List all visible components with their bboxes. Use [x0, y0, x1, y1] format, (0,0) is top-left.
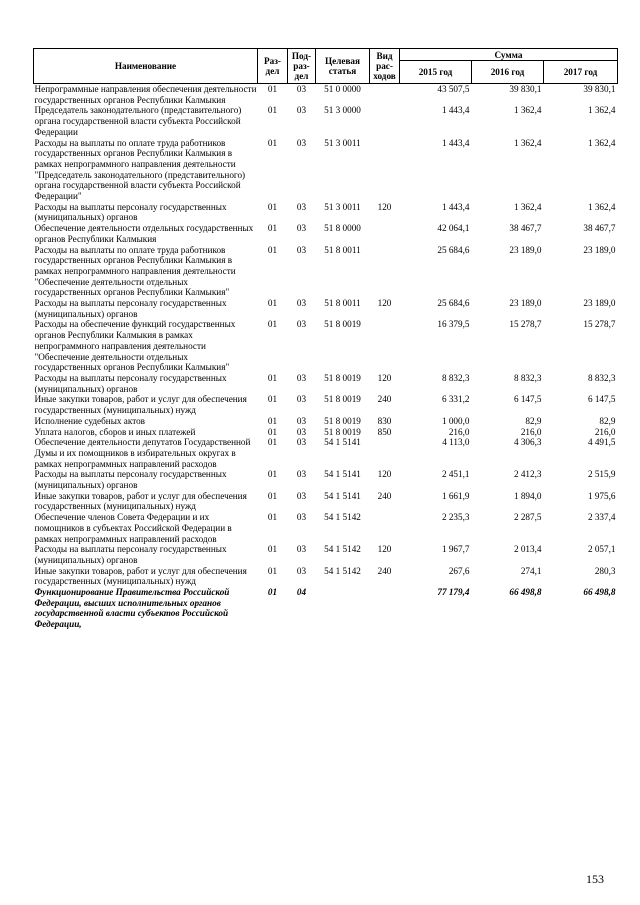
row-sum-2017: 2 057,1	[587, 544, 616, 555]
row-sum-2017: 216,0	[594, 426, 616, 437]
table-row	[34, 512, 618, 544]
row-name: Уплата налогов, сборов и иных платежей	[34, 426, 196, 437]
row-sum-2016: 1 362,4	[513, 137, 542, 148]
row-expense-type: 120	[377, 469, 392, 480]
row-expense-type	[370, 587, 400, 630]
row-sum-2017: 1 362,4	[587, 137, 616, 148]
row-sum-2016: 15 278,7	[509, 319, 542, 330]
row-subsection: 03	[296, 490, 307, 501]
row-sum-2016: 66 498,8	[509, 587, 542, 598]
row-expense-type	[370, 319, 400, 373]
row-section: 01	[267, 244, 278, 255]
row-sum-2015: 16 379,5	[437, 319, 470, 330]
table-row	[34, 245, 618, 299]
row-section: 01	[267, 544, 278, 555]
row-sum-2016: 23 189,0	[509, 298, 542, 309]
row-section: 01	[267, 426, 278, 437]
row-expense-type: 120	[377, 298, 392, 309]
row-subsection: 03	[296, 244, 307, 255]
row-target-article: 51 8 0000	[324, 223, 361, 234]
header-subsection: Под-раз-дел	[288, 49, 316, 84]
row-sum-2017: 82,9	[599, 415, 616, 426]
row-section: 01	[267, 105, 278, 116]
row-section: 01	[267, 319, 278, 330]
row-target-article: 51 8 0019	[324, 394, 361, 405]
row-sum-2015: 25 684,6	[437, 298, 470, 309]
row-target-article: 54 1 5142	[324, 512, 361, 523]
row-sum-2016: 6 147,5	[513, 394, 542, 405]
row-subsection: 03	[296, 223, 307, 234]
row-sum-2016: 2 412,3	[513, 469, 542, 480]
row-sum-2016: 8 832,3	[513, 372, 542, 383]
row-name: Обеспечение членов Совета Федерации и их помощников в субъектах Российской Федерации в рамках непрограммных направлений расходов	[34, 512, 232, 544]
row-name: Председатель законодательного (представительного) органа государственной власти субъекта Российской Федерации	[34, 105, 242, 137]
row-sum-2015: 1 000,0	[441, 415, 470, 426]
row-name: Функционирование Правительства Российской Федерации, высших исполнительных органов государственной власти субъектов Российской Федерации,	[34, 587, 230, 630]
row-name: Обеспечение деятельности отдельных государственных органов Республики Калмыкия	[34, 223, 254, 244]
row-sum-2017: 2 515,9	[587, 469, 616, 480]
row-name: Расходы на обеспечение функций государственных органов Республики Калмыкия в рамках непрограммного направления деятельности "Обеспечение деятельности отдельных государственных органов Республики Калмыкия"	[34, 319, 236, 373]
row-sum-2015: 8 832,3	[441, 372, 470, 383]
row-name: Непрограммные направления обеспечения деятельности государственных органов Республики Калмыкия	[34, 84, 257, 105]
table-body	[34, 84, 618, 630]
row-sum-2015: 1 443,4	[441, 201, 470, 212]
row-subsection: 03	[296, 319, 307, 330]
row-sum-2016: 38 467,7	[509, 223, 542, 234]
table-row	[34, 587, 618, 630]
row-target-article: 51 8 0011	[324, 244, 361, 255]
row-target-article: 54 1 5142	[324, 544, 361, 555]
table-row	[34, 544, 618, 565]
header-section: Раз-дел	[258, 49, 288, 84]
row-sum-2015: 1 443,4	[441, 105, 470, 116]
row-section: 01	[267, 298, 278, 309]
row-name: Исполнение судебных актов	[34, 415, 146, 426]
row-subsection: 03	[296, 394, 307, 405]
row-target-article: 51 3 0000	[324, 105, 361, 116]
row-subsection: 03	[296, 201, 307, 212]
table-row	[34, 427, 618, 438]
row-target-article: 54 1 5141	[324, 469, 361, 480]
row-sum-2015: 1 967,7	[441, 544, 470, 555]
row-sum-2017: 38 467,7	[583, 223, 616, 234]
row-subsection: 03	[296, 137, 307, 148]
row-section: 01	[267, 437, 278, 448]
row-section: 01	[267, 84, 278, 94]
row-target-article: 51 3 0011	[324, 137, 361, 148]
row-sum-2016: 82,9	[525, 415, 542, 426]
row-subsection: 03	[296, 437, 307, 448]
row-section: 01	[267, 394, 278, 405]
row-sum-2017: 6 147,5	[587, 394, 616, 405]
row-section: 01	[267, 372, 278, 383]
row-section: 01	[267, 201, 278, 212]
budget-table-page	[33, 48, 617, 630]
row-sum-2017: 4 491,5	[587, 437, 616, 448]
row-sum-2017: 15 278,7	[583, 319, 616, 330]
row-section: 01	[267, 587, 278, 598]
row-name: Иные закупки товаров, работ и услуг для обеспечения государственных (муниципальных) нужд	[34, 394, 247, 416]
row-sum-2015: 25 684,6	[437, 244, 470, 255]
row-target-article: 51 8 0019	[324, 372, 361, 383]
row-section: 01	[267, 137, 278, 148]
header-year-2015: 2015 год	[400, 61, 472, 84]
row-target-article: 51 3 0011	[324, 201, 361, 212]
row-name: Расходы на выплаты персоналу государственных (муниципальных) органов	[34, 201, 227, 223]
header-expense-type: Вид рас-ходов	[370, 49, 400, 84]
row-sum-2016: 216,0	[520, 426, 542, 437]
row-target-article: 51 8 0019	[324, 319, 361, 330]
table-row	[34, 469, 618, 490]
row-section: 01	[267, 565, 278, 576]
row-sum-2017: 2 337,4	[587, 512, 616, 523]
row-subsection: 03	[296, 105, 307, 116]
row-sum-2015: 267,6	[448, 565, 470, 576]
row-target-article: 51 0 0000	[324, 84, 361, 94]
table-row	[34, 394, 618, 415]
header-sum: Сумма	[400, 49, 618, 61]
row-name: Расходы на выплаты персоналу государственных (муниципальных) органов	[34, 544, 227, 565]
row-sum-2015: 6 331,2	[441, 394, 470, 405]
table-row	[34, 223, 618, 244]
table-row	[34, 202, 618, 223]
row-target-article: 51 8 0019	[324, 415, 361, 426]
row-sum-2015: 43 507,5	[437, 84, 470, 94]
row-subsection: 03	[296, 298, 307, 309]
row-name: Расходы на выплаты персоналу государственных (муниципальных) органов	[34, 298, 227, 319]
header-year-2017: 2017 год	[544, 61, 618, 84]
table-row	[34, 566, 618, 587]
table-row	[34, 416, 618, 427]
row-sum-2017: 280,3	[594, 565, 616, 576]
row-expense-type	[370, 245, 400, 299]
row-sum-2015: 2 235,3	[441, 512, 470, 523]
table-row	[34, 319, 618, 373]
row-expense-type: 120	[377, 201, 392, 212]
table-row	[34, 138, 618, 202]
row-sum-2017: 8 832,3	[587, 372, 616, 383]
header-name: Наименование	[34, 49, 258, 84]
row-expense-type: 120	[377, 372, 392, 383]
row-sum-2017: 23 189,0	[583, 298, 616, 309]
row-sum-2015: 2 451,1	[441, 469, 470, 480]
row-name: Расходы на выплаты персоналу государственных (муниципальных) органов	[34, 372, 227, 394]
row-subsection: 03	[296, 372, 307, 383]
row-expense-type	[370, 512, 400, 544]
table-row	[34, 437, 618, 469]
row-sum-2015: 216,0	[448, 426, 470, 437]
row-subsection: 03	[296, 469, 307, 480]
row-expense-type	[370, 223, 400, 244]
row-sum-2017: 1 975,6	[587, 490, 616, 501]
row-subsection: 03	[296, 426, 307, 437]
header-year-2016: 2016 год	[472, 61, 544, 84]
row-target-article: 51 8 0019	[324, 426, 361, 437]
table-row	[34, 298, 618, 319]
row-sum-2017: 39 830,1	[583, 84, 616, 94]
row-section: 01	[267, 469, 278, 480]
row-sum-2016: 274,1	[520, 565, 542, 576]
row-expense-type	[370, 437, 400, 469]
row-name: Обеспечение деятельности депутатов Государственной Думы и их помощников в избирательных округах в рамках непрограммных направлений расходов	[34, 437, 251, 469]
table-row	[34, 105, 618, 137]
row-sum-2016: 39 830,1	[509, 84, 542, 94]
table-row	[34, 373, 618, 394]
row-expense-type: 850	[377, 426, 392, 437]
row-subsection: 04	[296, 587, 307, 598]
header-target-article: Целевая статья	[316, 49, 370, 84]
row-expense-type	[370, 84, 400, 106]
row-sum-2016: 1 362,4	[513, 201, 542, 212]
row-expense-type	[370, 105, 400, 137]
row-sum-2015: 77 179,4	[437, 587, 470, 598]
row-name: Расходы на выплаты по оплате труда работников государственных органов Республики Калмыкия в рамках непрограммного направления деятельности "Председатель законодательного (представительного) органа государственной власти субъекта Российской Федерации"	[34, 137, 246, 202]
row-sum-2016: 2 013,4	[513, 544, 542, 555]
row-name: Расходы на выплаты по оплате труда работников государственных органов Республики Калмыкия в рамках непрограммного направления деятельности "Обеспечение деятельности отдельных государственных органов Республики Калмыкия"	[34, 244, 236, 298]
row-sum-2015: 1 661,9	[441, 490, 470, 501]
row-sum-2015: 1 443,4	[441, 137, 470, 148]
row-sum-2017: 66 498,8	[583, 587, 616, 598]
row-section: 01	[267, 415, 278, 426]
row-subsection: 03	[296, 544, 307, 555]
row-name: Иные закупки товаров, работ и услуг для обеспечения государственных (муниципальных) нужд	[34, 565, 247, 587]
row-subsection: 03	[296, 565, 307, 576]
row-sum-2015: 42 064,1	[437, 223, 470, 234]
row-subsection: 03	[296, 512, 307, 523]
row-target-article: 54 1 5141	[324, 490, 361, 501]
row-sum-2017: 1 362,4	[587, 105, 616, 116]
table-header	[34, 49, 618, 84]
budget-table	[33, 48, 618, 630]
row-target-article: 54 1 5142	[324, 565, 361, 576]
row-sum-2016: 4 306,3	[513, 437, 542, 448]
row-expense-type: 240	[377, 394, 392, 405]
row-sum-2017: 1 362,4	[587, 201, 616, 212]
row-sum-2016: 1 894,0	[513, 490, 542, 501]
row-name: Расходы на выплаты персоналу государственных (муниципальных) органов	[34, 469, 227, 491]
row-sum-2015: 4 113,0	[442, 437, 470, 448]
table-row	[34, 491, 618, 512]
row-section: 01	[267, 512, 278, 523]
row-sum-2016: 1 362,4	[513, 105, 542, 116]
row-expense-type: 120	[377, 544, 392, 555]
row-section: 01	[267, 223, 278, 234]
row-sum-2016: 2 287,5	[513, 512, 542, 523]
row-expense-type: 240	[377, 565, 392, 576]
row-expense-type: 830	[377, 415, 392, 426]
row-section: 01	[267, 490, 278, 501]
row-expense-type: 240	[377, 490, 392, 501]
row-name: Иные закупки товаров, работ и услуг для обеспечения государственных (муниципальных) нужд	[34, 490, 247, 512]
row-sum-2017: 23 189,0	[583, 244, 616, 255]
row-target-article	[316, 587, 370, 630]
row-subsection: 03	[296, 84, 307, 94]
page-number: 153	[586, 872, 604, 886]
table-row	[34, 84, 618, 106]
row-expense-type	[370, 138, 400, 202]
row-subsection: 03	[296, 415, 307, 426]
row-target-article: 51 8 0011	[324, 298, 361, 309]
row-sum-2016: 23 189,0	[509, 244, 542, 255]
row-target-article: 54 1 5141	[324, 437, 361, 448]
